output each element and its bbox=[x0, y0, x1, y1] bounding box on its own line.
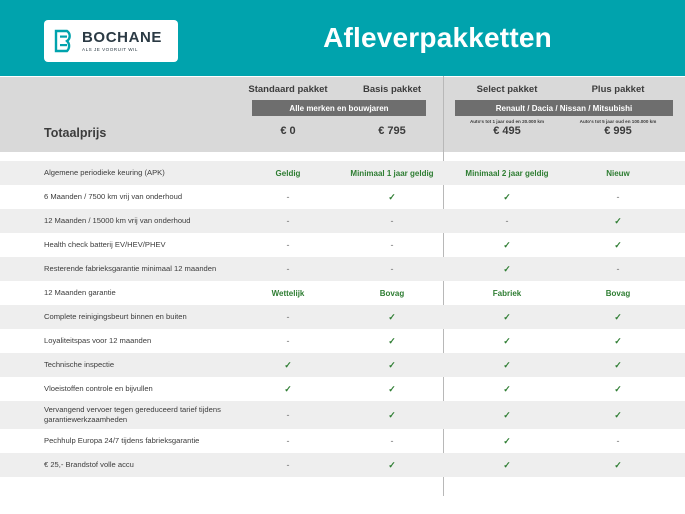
cell-standaard: ✓ bbox=[284, 383, 292, 394]
page-title: Afleverpakketten bbox=[323, 22, 552, 53]
row-label: Resterende fabrieksgarantie minimaal 12 maanden bbox=[44, 263, 217, 273]
cell-plus: Nieuw bbox=[606, 168, 630, 178]
column-title-basis: Basis pakket bbox=[362, 84, 422, 95]
column-title-plus: Plus pakket bbox=[591, 84, 645, 95]
table-row bbox=[0, 161, 685, 185]
cell-standaard: - bbox=[286, 216, 290, 226]
cell-select: - bbox=[505, 216, 509, 226]
price-basis: € 795 bbox=[378, 125, 406, 137]
table-row bbox=[0, 377, 685, 401]
cell-plus: ✓ bbox=[614, 239, 622, 250]
cell-standaard: - bbox=[286, 240, 290, 250]
row-label: € 25,- Brandstof volle accu bbox=[44, 459, 134, 469]
row-label: Loyaliteitspas voor 12 maanden bbox=[44, 335, 152, 345]
cell-select: ✓ bbox=[503, 409, 511, 420]
row-label: Health check batterij EV/HEV/PHEV bbox=[44, 239, 166, 249]
table-row bbox=[0, 233, 685, 257]
cell-standaard: Wettelijk bbox=[271, 288, 305, 298]
table-row bbox=[0, 257, 685, 281]
price-standaard: € 0 bbox=[280, 125, 296, 137]
cell-standaard: - bbox=[286, 436, 290, 446]
cell-select: ✓ bbox=[503, 263, 511, 274]
table-row bbox=[0, 353, 685, 377]
bochane-b-logo-icon bbox=[54, 29, 76, 53]
cell-standaard: Geldig bbox=[275, 168, 301, 178]
table-row bbox=[0, 329, 685, 353]
table-row bbox=[0, 185, 685, 209]
column-title-select: Select pakket bbox=[476, 84, 538, 95]
cell-select: Fabriek bbox=[492, 288, 522, 298]
logo-tagline: ALS JE VOORUIT WIL bbox=[82, 46, 138, 52]
table-row bbox=[0, 281, 685, 305]
table-row bbox=[0, 429, 685, 453]
price-select: € 495 bbox=[493, 125, 521, 137]
cell-select: ✓ bbox=[503, 311, 511, 322]
row-label: Vloeistoffen controle en bijvullen bbox=[44, 383, 153, 393]
cell-plus: - bbox=[616, 264, 620, 274]
subnote-select: Auto's tot 1 jaar oud en 20.000 km bbox=[469, 119, 545, 124]
column-header-band bbox=[0, 76, 685, 152]
row-label: Complete reinigingsbeurt binnen en buiten bbox=[44, 311, 187, 321]
cell-select: ✓ bbox=[503, 359, 511, 370]
cell-standaard: - bbox=[286, 410, 290, 420]
row-label: 12 Maanden garantie bbox=[44, 287, 116, 297]
row-label: Algemene periodieke keuring (APK) bbox=[44, 167, 165, 177]
cell-standaard: - bbox=[286, 336, 290, 346]
cell-plus: ✓ bbox=[614, 383, 622, 394]
cell-select: Minimaal 2 jaar geldig bbox=[465, 168, 549, 178]
group-bar-alle-merken: Alle merken en bouwjaren bbox=[252, 100, 426, 116]
bochane-logo bbox=[44, 20, 178, 62]
cell-basis: ✓ bbox=[388, 311, 396, 322]
price-plus: € 995 bbox=[604, 125, 632, 137]
packages-table bbox=[0, 161, 685, 477]
cell-plus: ✓ bbox=[614, 409, 622, 420]
cell-plus: ✓ bbox=[614, 311, 622, 322]
cell-select: ✓ bbox=[503, 335, 511, 346]
cell-basis: - bbox=[390, 216, 394, 226]
cell-basis: ✓ bbox=[388, 409, 396, 420]
cell-basis: Minimaal 1 jaar geldig bbox=[350, 168, 434, 178]
cell-plus: - bbox=[616, 192, 620, 202]
cell-standaard: - bbox=[286, 460, 290, 470]
band-top-hairline bbox=[0, 76, 685, 77]
cell-standaard: - bbox=[286, 264, 290, 274]
cell-basis: ✓ bbox=[388, 359, 396, 370]
cell-plus: Bovag bbox=[605, 288, 631, 298]
cell-plus: - bbox=[616, 436, 620, 446]
row-label: Pechhulp Europa 24/7 tijdens fabrieksgarantie bbox=[44, 435, 200, 445]
cell-basis: ✓ bbox=[388, 383, 396, 394]
cell-basis: - bbox=[390, 436, 394, 446]
cell-select: ✓ bbox=[503, 191, 511, 202]
row-label: Technische inspectie bbox=[44, 359, 115, 369]
cell-basis: ✓ bbox=[388, 191, 396, 202]
logo-text-block bbox=[82, 30, 162, 53]
cell-plus: ✓ bbox=[614, 359, 622, 370]
cell-select: ✓ bbox=[503, 435, 511, 446]
cell-basis: - bbox=[390, 240, 394, 250]
cell-select: ✓ bbox=[503, 239, 511, 250]
cell-basis: Bovag bbox=[379, 288, 405, 298]
group-bar-brands: Renault / Dacia / Nissan / Mitsubishi bbox=[455, 100, 673, 116]
cell-standaard: ✓ bbox=[284, 359, 292, 370]
cell-plus: ✓ bbox=[614, 215, 622, 226]
cell-plus: ✓ bbox=[614, 335, 622, 346]
table-row bbox=[0, 453, 685, 477]
cell-basis: ✓ bbox=[388, 459, 396, 470]
cell-select: ✓ bbox=[503, 459, 511, 470]
cell-basis: - bbox=[390, 264, 394, 274]
column-title-standaard: Standaard pakket bbox=[248, 84, 328, 95]
cell-plus: ✓ bbox=[614, 459, 622, 470]
table-row bbox=[0, 209, 685, 233]
table-row bbox=[0, 401, 685, 429]
row-label: Vervangend vervoer tegen gereduceerd tarief tijdens garantiewerkzaamheden bbox=[44, 404, 221, 424]
cell-basis: ✓ bbox=[388, 335, 396, 346]
logo-wordmark: BOCHANE bbox=[82, 28, 163, 46]
row-label: 6 Maanden / 7500 km vrij van onderhoud bbox=[44, 191, 183, 201]
cell-standaard: - bbox=[286, 192, 290, 202]
cell-standaard: - bbox=[286, 312, 290, 322]
page-header bbox=[0, 0, 685, 76]
cell-select: ✓ bbox=[503, 383, 511, 394]
row-label: 12 Maanden / 15000 km vrij van onderhoud bbox=[44, 215, 191, 225]
subnote-plus: Auto's tot 5 jaar oud en 100.000 km bbox=[579, 119, 657, 124]
totaalprijs-label: Totaalprijs bbox=[44, 126, 107, 140]
table-row bbox=[0, 305, 685, 329]
